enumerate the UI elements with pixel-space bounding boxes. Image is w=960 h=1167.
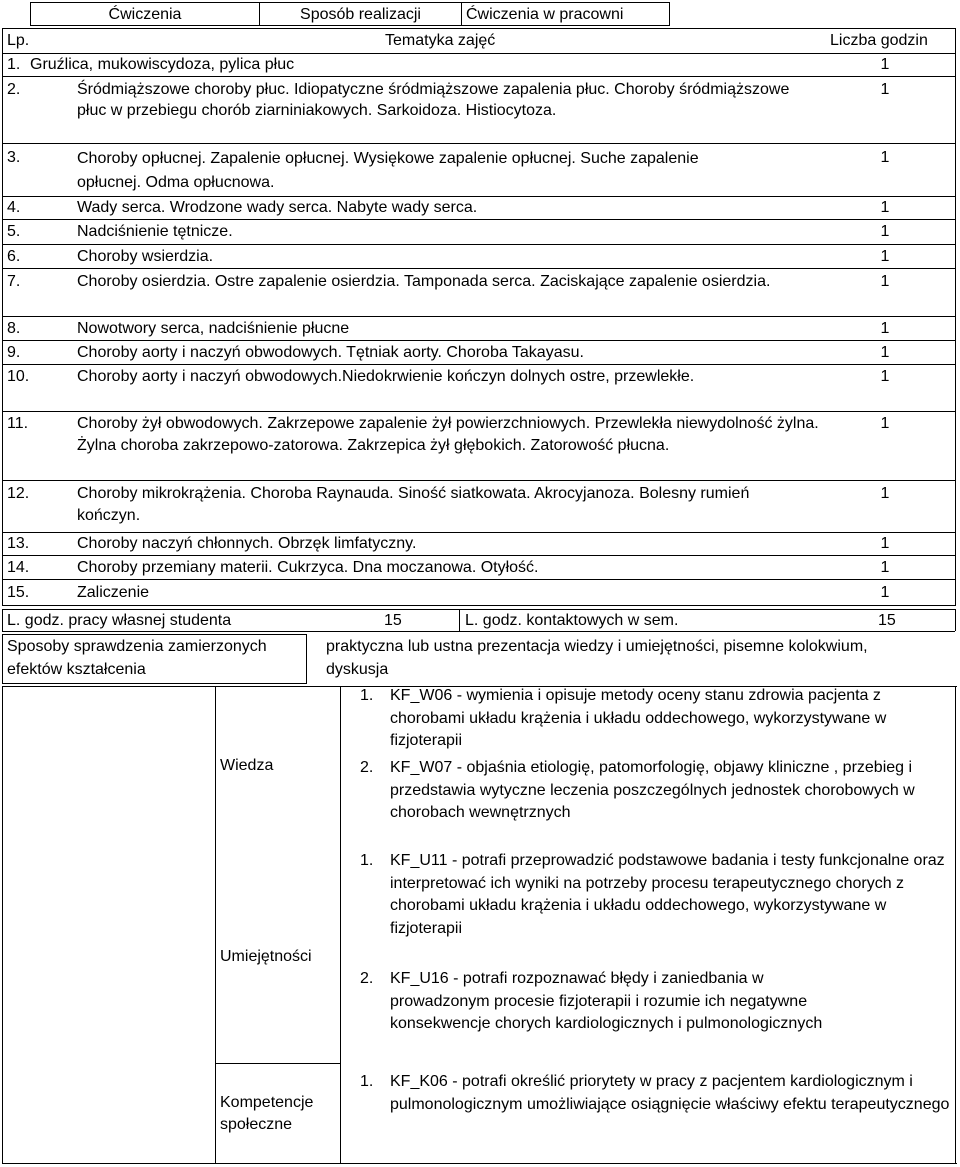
item-text: KF_W06 - wymienia i opisuje metody oceny stanu zdrowia pacjenta z chorobami układu krążenia i układu oddechowego, wykorzystywane w fizjoterapii: [390, 687, 887, 749]
row-hours: 1: [880, 485, 890, 502]
methods-label: Sposoby sprawdzenia zamierzonych efektów kształcenia: [7, 638, 267, 678]
kompetencje-label: Kompetencje społeczne: [220, 1094, 314, 1133]
item-number: 1.: [360, 1073, 374, 1090]
list-item: [360, 850, 950, 940]
item-number: 2.: [360, 759, 374, 776]
row-hours: 1: [880, 56, 890, 73]
row-number: 8.: [7, 320, 21, 337]
row-hours: 1: [880, 273, 890, 290]
row-topic: Choroby aorty i naczyń obwodowych. Tętniak aorty. Choroba Takayasu.: [77, 344, 584, 361]
row-hours: 1: [880, 320, 890, 337]
tab-sposob-realizacji: [259, 2, 462, 26]
row-hours: 1: [880, 559, 890, 576]
self-study-label: L. godz. pracy własnej studenta: [7, 612, 232, 629]
item-number: 1.: [360, 852, 374, 869]
row-hours: 1: [880, 248, 890, 265]
item-number: 1.: [360, 687, 374, 704]
contact-hours-label: L. godz. kontaktowych w sem.: [465, 612, 679, 629]
row-number: 4.: [7, 199, 21, 216]
row-hours: 1: [880, 368, 890, 385]
row-number: 1.: [7, 56, 21, 73]
list-item: [360, 685, 950, 753]
row-topic: Choroby opłucnej. Zapalenie opłucnej. Wysiękowe zapalenie opłucnej. Suche zapalenie opłucnej. Odma opłucnowa.: [77, 150, 699, 191]
row-number: 9.: [7, 344, 21, 361]
row-number: 11.: [7, 415, 29, 432]
row-number: 6.: [7, 248, 21, 265]
table-right-border: [955, 28, 956, 606]
list-item: [360, 757, 950, 825]
row-number: 10.: [7, 368, 30, 385]
row-number: 2.: [7, 81, 21, 98]
lp-header: Lp.: [7, 32, 30, 49]
self-study-value: 15: [384, 612, 402, 629]
row-topic: Choroby żył obwodowych. Zakrzepowe zapalenie żył powierzchniowych. Przewlekła niewydolność żylna. Żylna choroba zakrzepowo-zatorowa. Zakrzepica żył głębokich. Zatorowość płucna.: [77, 415, 819, 454]
tab-cwiczenia-label: Ćwiczenia: [108, 6, 182, 23]
item-text: KF_U11 - potrafi przeprowadzić podstawowe badania i testy funkcjonalne oraz interpretować ich wyniki na potrzeby procesu terapeutycznego chorych z chorobami układu krążenia i układu oddechowego, wykorzystywane w fizjoterapii: [390, 852, 945, 937]
contact-hours-value: 15: [878, 612, 896, 629]
row-topic: Choroby mikrokrążenia. Choroba Raynauda. Siność siatkowata. Akrocyjanoza. Bolesny rumień kończyn.: [77, 485, 750, 524]
item-number: 2.: [360, 970, 374, 987]
row-topic: Nowotwory serca, nadciśnienie płucne: [77, 320, 350, 337]
umiejetnosci-label: Umiejętności: [220, 948, 312, 965]
tab-cwiczenia-w-pracowni: [461, 2, 670, 26]
tab-sposob-label: Sposób realizacji: [300, 6, 421, 23]
row-number: 13.: [7, 535, 30, 552]
row-number: 5.: [7, 223, 21, 240]
row-hours: 1: [880, 344, 890, 361]
hours-header: Liczba godzin: [830, 32, 928, 49]
item-text: KF_W07 - objaśnia etiologię, patomorfologię, objawy kliniczne , przebieg i przedstawia wytyczne leczenia poszczególnych jednostek chorobowych w chorobach wewnętrznych: [390, 759, 915, 821]
methods-value: praktyczna lub ustna prezentacja wiedzy i umiejętności, pisemne kolokwium, dyskusja: [326, 638, 868, 678]
row-topic: Choroby naczyń chłonnych. Obrzęk limfatyczny.: [77, 535, 417, 552]
row-hours: 1: [880, 584, 890, 601]
row-number: 3.: [7, 149, 21, 166]
row-number: 14.: [7, 559, 30, 576]
tab-cwiczenia: [30, 2, 260, 26]
row-number: 7.: [7, 273, 21, 290]
row-topic: Choroby osierdzia. Ostre zapalenie osierdzia. Tamponada serca. Zaciskające zapalenie osierdzia.: [77, 273, 771, 290]
row-number: 15.: [7, 584, 30, 601]
row-topic: Nadciśnienie tętnicze.: [77, 223, 233, 240]
row-topic: Choroby wsierdzia.: [77, 248, 214, 265]
row-number: 12.: [7, 485, 30, 502]
row-topic: Choroby aorty i naczyń obwodowych.Niedokrwienie kończyn dolnych ostre, przewlekłe.: [77, 368, 695, 385]
row-topic: Gruźlica, mukowiscydoza, pylica płuc: [30, 56, 295, 73]
row-topic: Wady serca. Wrodzone wady serca. Nabyte wady serca.: [77, 199, 478, 216]
tab-pracownia-label: Ćwiczenia w pracowni: [466, 6, 624, 23]
row-topic: Śródmiąższowe choroby płuc. Idiopatyczne śródmiąższowe zapalenia płuc. Choroby śródmiąższowe płuc w przebiegu chorób ziarniniakowych. Sarkoidoza. Histiocytoza.: [77, 81, 790, 119]
wiedza-label: Wiedza: [220, 757, 274, 774]
row-hours: 1: [880, 415, 890, 432]
row-hours: 1: [880, 223, 890, 240]
row-hours: 1: [880, 199, 890, 216]
row-topic: Choroby przemiany materii. Cukrzyca. Dna moczanowa. Otyłość.: [77, 559, 539, 576]
table-left-border: [2, 28, 3, 606]
row-hours: 1: [880, 149, 890, 166]
row-hours: 1: [880, 81, 890, 98]
list-item: [360, 968, 950, 1036]
item-text: KF_K06 - potrafi określić priorytety w pracy z pacjentem kardiologicznym i pulmonologicznym umożliwiające osiągnięcie właściwy efektu terapeutycznego: [390, 1073, 950, 1113]
item-text: KF_U16 - potrafi rozpoznawać błędy i zaniedbania w prowadzonym procesie fizjoterapii i rozumie ich negatywne konsekwencje chorych kardiologicznych i pulmonologicznych: [390, 970, 823, 1032]
row-topic: Zaliczenie: [77, 584, 150, 601]
topic-header: Tematyka zajęć: [385, 32, 496, 49]
list-item: [360, 1071, 950, 1116]
row-hours: 1: [880, 535, 890, 552]
